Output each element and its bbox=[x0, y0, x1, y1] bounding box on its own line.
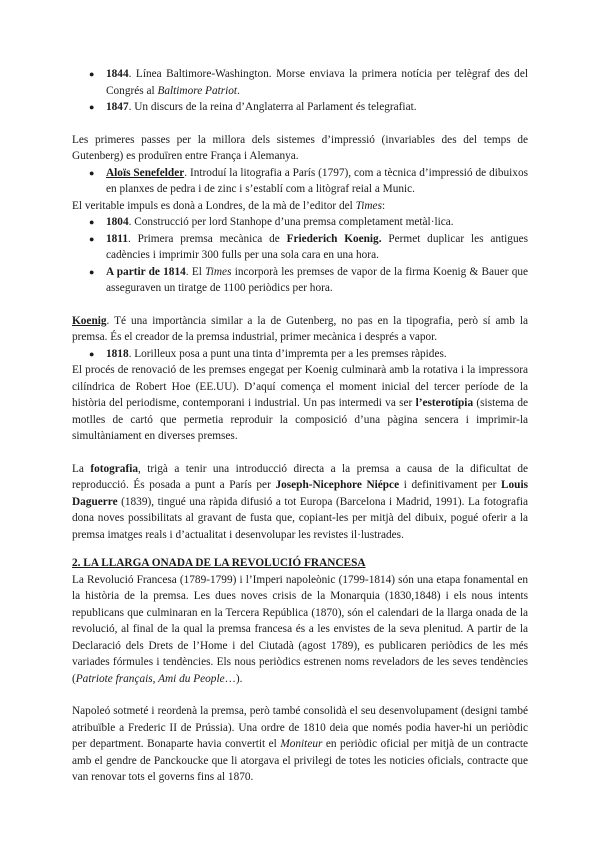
person-name: Joseph-Nicephore Niépce bbox=[275, 479, 400, 491]
person-name: Louis Daguerre bbox=[72, 479, 528, 508]
list-item bbox=[89, 214, 528, 231]
paragraph: La fotografia, trigà a tenir una introducció directa a la premsa a causa de la dificultat de reproducció. És posada a punt a París per Joseph-Nicephore Niépce i definitivament per Louis Daguerre (1839), tingué una ràpida difusió a tot Europa (Barcelona i Madrid, 1991). La fotografia dona noves possibilitats al gravant de fusta que, copiant-les per mitjà del dibuix, pogué oferir a la premsa imatges reals i d’actualitat i desenvolupar les revistes il·lustrades. bbox=[72, 462, 528, 541]
list-item-text: . El bbox=[185, 265, 206, 278]
bullet-icon: ● bbox=[89, 102, 95, 112]
list-item-text: . Línea Baltimore-Washington. Morse enviava la primera notícia per telègraf des del Congrés al bbox=[106, 68, 528, 97]
newspaper-name: Moniteur bbox=[280, 738, 323, 750]
paragraph: Les primeres passes per la millora dels sistemes d’impressió (invariables des del temps de Gutenberg) es produïren entre França i Alemanya. bbox=[72, 133, 528, 162]
document-page bbox=[72, 66, 528, 786]
year-label: 1811 bbox=[106, 232, 128, 245]
list-item-text: . bbox=[237, 84, 240, 97]
year-label: 1844 bbox=[106, 68, 129, 80]
bullet-icon: ● bbox=[89, 348, 95, 359]
list-item-text: . Introduí la litografia a París (1797), com a tècnica d’impressió de dibuixos en planxes de pedra i de zinc i s’establí com a litògraf reial a Munic. bbox=[106, 166, 528, 195]
list-item bbox=[89, 231, 528, 264]
paragraph: Napoleó sotmeté i reordenà la premsa, però també consolidà el seu desenvolupament (designi també atribuïble a Frederic II de Prússia). Una ordre de 1810 deia que només podia haver-hi un periòdic per department. Bonaparte havia convertit el Moniteur en periòdic oficial per mitjà de un contracte amb el gendre de Panckoucke que li atorgava el privilegi de totes les noticies oficials, contracte que van renovar tots el governs fins al 1870. bbox=[72, 705, 528, 783]
list-item bbox=[89, 66, 528, 99]
list-item-text: . Un discurs de la reina d’Anglaterra al Parlament és telegrafiat. bbox=[128, 101, 417, 113]
person-name: Friederich Koenig. bbox=[286, 232, 382, 245]
list-item bbox=[89, 165, 528, 198]
person-name: Aloïs Senefelder bbox=[106, 166, 185, 179]
bullet-icon: ● bbox=[89, 233, 95, 244]
bullet-icon: ● bbox=[89, 217, 95, 227]
year-label: 1818 bbox=[106, 347, 129, 360]
section-heading: 2. LA LLARGA ONADA DE LA REVOLUCIÓ FRANCESA bbox=[72, 557, 366, 569]
paragraph: La Revolució Francesa (1789-1799) i l’Imperi napoleònic (1799-1814) són una etapa fonamental en la història de la premsa. Les dues noves crisis de la Monarquia (1830,1848) i els nous intents republicans que culminaran en la Tercera República (1870), són el calendari de la llarga onada de la revolució, al final de la qual la premsa francesa és a les envistes de la seva plenitud. A partir de la Declaració dels Drets de l’Home i del Ciutadà (agost 1789), es publicaren periòdics de les més variades fórmules i tendències. Els nous periòdics estrenen noms reveladors de les seves tendències (Patriote français, Ami du People…). bbox=[72, 573, 528, 685]
year-label: A partir de 1814 bbox=[106, 265, 186, 278]
newspaper-name: Times bbox=[205, 265, 232, 278]
bullet-icon: ● bbox=[89, 266, 95, 277]
term-bold: fotografia bbox=[90, 462, 139, 475]
list-item-text: . Lorilleux posa a punt una tinta d’impremta per a les premses ràpides. bbox=[128, 347, 447, 360]
list-item-text: . Construcció per lord Stanhope d’una premsa completament metàl·lica. bbox=[128, 216, 454, 228]
bullet-icon: ● bbox=[89, 69, 95, 79]
year-label: 1847 bbox=[106, 101, 129, 113]
list-item bbox=[89, 346, 528, 363]
paragraph: El procés de renovació de les premses engegat per Koenig culminarà amb la rotativa i la impressora cilíndrica de Robert Hoe (EE.UU). D’aquí comença el moment inicial del tercer període de la història del periodisme, contemporani i industrial. Un pas intermedi va ser l’esterotípia (sistema de motlles de cartó que permetia reproduir la composició d’una pàgina sencera i imprimir-la simultàniament en diverses premses. bbox=[72, 364, 528, 442]
year-label: 1804 bbox=[106, 216, 129, 228]
list-item-text: incorporà les premses de vapor de la firma Koenig & Bauer que asseguraven un tiratge de 1100 periòdics per hora. bbox=[106, 265, 529, 294]
newspaper-name: Baltimore Patriot bbox=[157, 84, 238, 97]
list-item bbox=[89, 99, 528, 116]
list-item-text: . Primera premsa mecànica de bbox=[127, 232, 287, 245]
newspaper-names: Patriote français, Ami du People bbox=[75, 672, 225, 685]
paragraph: El veritable impuls es donà a Londres, de la mà de l’editor del Times: bbox=[72, 199, 386, 212]
term-bold: l’esterotípia bbox=[415, 397, 474, 409]
list-item-text: Permet duplicar les antigues cadències i imprimir 300 fulls per una sola cara en una hora. bbox=[106, 232, 529, 261]
list-item bbox=[89, 264, 528, 297]
bullet-icon: ● bbox=[89, 167, 95, 178]
newspaper-name: Times bbox=[355, 199, 382, 212]
person-name: Koenig bbox=[72, 314, 107, 327]
paragraph: Koenig. Té una importància similar a la de Gutenberg, no pas en la tipografia, però sí amb la premsa. És el creador de la premsa industrial, primer mecànica i després a vapor. bbox=[72, 314, 528, 343]
